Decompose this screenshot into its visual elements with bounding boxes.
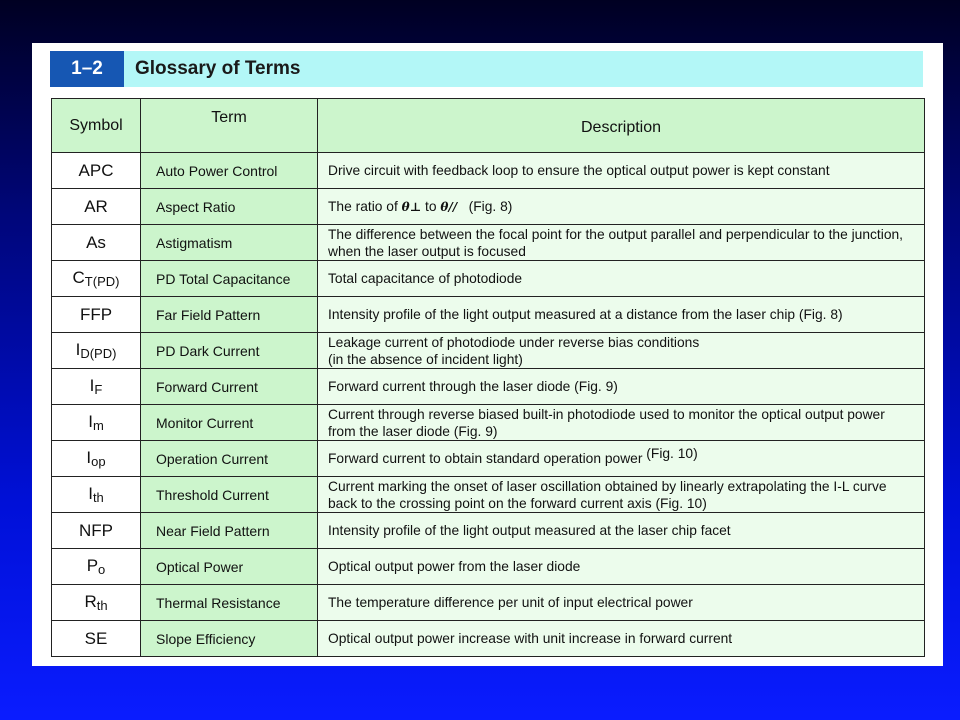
symbol-main: I	[75, 340, 81, 359]
figure-reference: (Fig. 8)	[468, 198, 513, 214]
term-cell: Optical Power	[141, 549, 318, 585]
symbol-subscript: F	[94, 382, 103, 397]
description-cell	[318, 333, 925, 369]
symbol-subscript: th	[96, 598, 108, 613]
symbol-cell	[52, 261, 141, 297]
symbol-cell	[52, 405, 141, 441]
symbol-main: I	[86, 448, 92, 467]
table-row	[52, 333, 925, 369]
description-cell: Current through reverse biased built-in photodiode used to monitor the optical output power from the laser diode (Fig. 9)	[318, 405, 925, 441]
symbol-cell: As	[52, 225, 141, 261]
table-row	[52, 369, 925, 405]
description-text: Forward current to obtain standard operation power	[328, 451, 643, 466]
description-cell: The difference between the focal point for the output parallel and perpendicular to the junction, when the laser output is focused	[318, 225, 925, 261]
description-cell: Intensity profile of the light output measured at the laser chip facet	[318, 513, 925, 549]
description-cell: Intensity profile of the light output measured at a distance from the laser chip (Fig. 8)	[318, 297, 925, 333]
description-line: Leakage current of photodiode under reverse bias conditions	[328, 334, 700, 350]
symbol-cell: AR	[52, 189, 141, 225]
symbol-main: I	[88, 412, 93, 431]
symbol-main: I	[89, 376, 95, 395]
symbol-main: I	[88, 484, 93, 503]
term-cell: Auto Power Control	[141, 153, 318, 189]
symbol-main: P	[86, 556, 99, 575]
description-cell: Optical output power increase with unit increase in forward current	[318, 621, 925, 657]
term-cell: Slope Efficiency	[141, 621, 318, 657]
description-cell	[318, 189, 925, 225]
section-header	[50, 51, 923, 87]
symbol-subscript: op	[91, 454, 106, 469]
slide	[32, 43, 943, 666]
table-row	[52, 549, 925, 585]
theta-perpendicular-symbol: θ⊥	[401, 199, 422, 214]
description-line: (in the absence of incident light)	[328, 351, 523, 367]
term-cell: Far Field Pattern	[141, 297, 318, 333]
symbol-cell	[52, 441, 141, 477]
table-row	[52, 513, 925, 549]
term-cell: Astigmatism	[141, 225, 318, 261]
term-cell: Operation Current	[141, 441, 318, 477]
symbol-subscript: T(PD)	[84, 274, 120, 289]
description-cell	[318, 441, 925, 477]
term-cell: Monitor Current	[141, 405, 318, 441]
table-row	[52, 189, 925, 225]
table-row	[52, 477, 925, 513]
table-row	[52, 585, 925, 621]
term-cell: PD Total Capacitance	[141, 261, 318, 297]
table-row	[52, 621, 925, 657]
description-text: The ratio of	[328, 198, 398, 214]
table-header-row	[52, 99, 925, 153]
symbol-cell: SE	[52, 621, 141, 657]
table-row	[52, 225, 925, 261]
table-row	[52, 153, 925, 189]
description-cell: Forward current through the laser diode (Fig. 9)	[318, 369, 925, 405]
glossary-table	[51, 98, 925, 657]
theta-parallel-symbol: θ//	[440, 199, 458, 214]
symbol-cell	[52, 549, 141, 585]
term-cell: Forward Current	[141, 369, 318, 405]
description-text: to	[425, 198, 437, 214]
term-cell: Threshold Current	[141, 477, 318, 513]
symbol-cell	[52, 369, 141, 405]
table-row	[52, 441, 925, 477]
description-cell: Drive circuit with feedback loop to ensure the optical output power is kept constant	[318, 153, 925, 189]
column-header-description: Description	[318, 99, 925, 153]
term-cell: Near Field Pattern	[141, 513, 318, 549]
description-cell: Optical output power from the laser diode	[318, 549, 925, 585]
description-cell: Current marking the onset of laser oscillation obtained by linearly extrapolating the I-L curve back to the crossing point on the forward current axis (Fig. 10)	[318, 477, 925, 513]
description-cell: The temperature difference per unit of input electrical power	[318, 585, 925, 621]
symbol-cell: FFP	[52, 297, 141, 333]
table-row	[52, 405, 925, 441]
term-cell: Thermal Resistance	[141, 585, 318, 621]
description-cell: Total capacitance of photodiode	[318, 261, 925, 297]
section-number: 1–2	[50, 51, 124, 87]
symbol-cell	[52, 333, 141, 369]
symbol-cell: NFP	[52, 513, 141, 549]
symbol-subscript: th	[92, 490, 104, 505]
table-row	[52, 261, 925, 297]
symbol-cell: APC	[52, 153, 141, 189]
symbol-subscript: m	[92, 418, 104, 433]
term-cell: Aspect Ratio	[141, 189, 318, 225]
term-cell: PD Dark Current	[141, 333, 318, 369]
table-row	[52, 297, 925, 333]
symbol-cell	[52, 585, 141, 621]
symbol-main: R	[84, 592, 97, 611]
column-header-symbol: Symbol	[52, 99, 141, 153]
column-header-term: Term	[141, 99, 318, 153]
symbol-main: C	[72, 268, 85, 287]
section-title: Glossary of Terms	[135, 58, 301, 79]
symbol-subscript: o	[98, 562, 106, 577]
figure-reference: (Fig. 10)	[646, 446, 698, 461]
symbol-subscript: D(PD)	[80, 346, 117, 361]
symbol-cell	[52, 477, 141, 513]
